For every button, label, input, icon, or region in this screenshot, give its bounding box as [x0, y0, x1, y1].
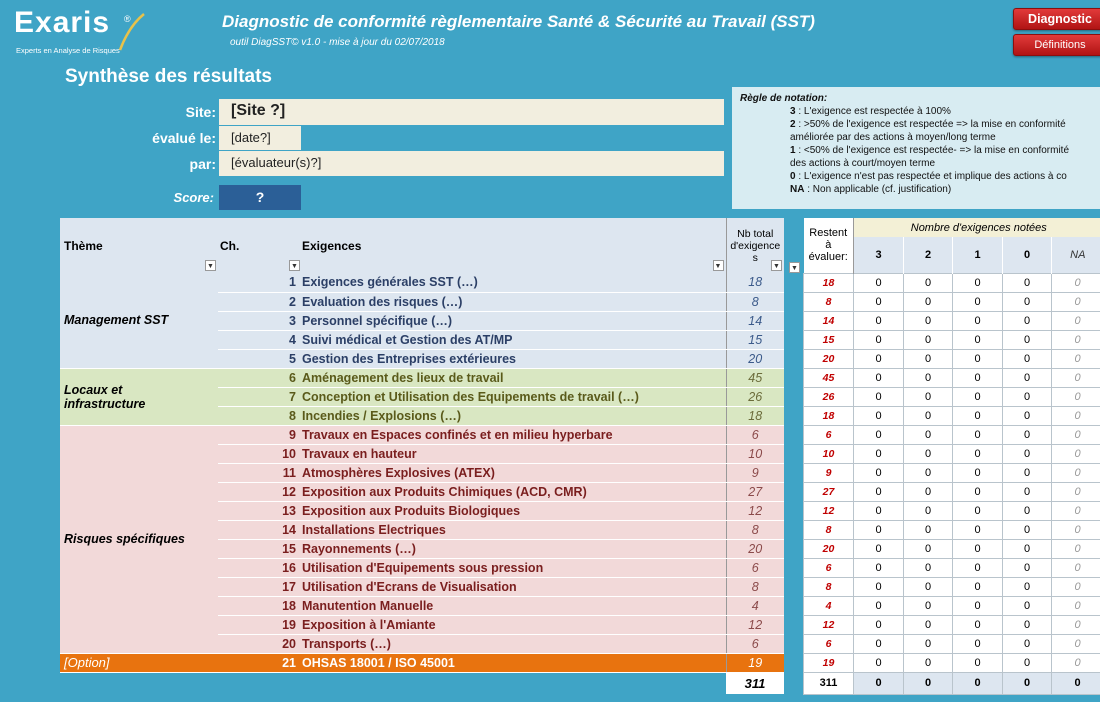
total-score-v2: 0 — [904, 672, 953, 694]
score-count-na: 0 — [1052, 292, 1100, 311]
requirement-label[interactable]: Personnel spécifique (…) — [302, 311, 726, 330]
score-count-v3: 0 — [854, 273, 904, 292]
score-count-na: 0 — [1052, 539, 1100, 558]
score-count-v2: 0 — [904, 444, 953, 463]
remaining-count: 10 — [804, 444, 854, 463]
exaris-logo — [14, 6, 154, 60]
remaining-count: 6 — [804, 558, 854, 577]
remaining-count: 15 — [804, 330, 854, 349]
remaining-count: 20 — [804, 539, 854, 558]
requirement-label[interactable]: Suivi médical et Gestion des AT/MP — [302, 330, 726, 349]
scores-row — [804, 292, 1100, 311]
table-row — [60, 368, 784, 387]
score-count-v0: 0 — [1003, 558, 1052, 577]
requirement-count: 8 — [726, 520, 784, 539]
score-count-v0: 0 — [1003, 596, 1052, 615]
requirement-label[interactable]: Conception et Utilisation des Equipements de travail (…) — [302, 387, 726, 406]
remaining-count: 18 — [804, 273, 854, 292]
score-label: Score: — [173, 190, 214, 205]
score-count-v3: 0 — [854, 577, 904, 596]
score-count-v0: 0 — [1003, 330, 1052, 349]
score-count-v1: 0 — [953, 292, 1003, 311]
date-field[interactable]: [date?] — [219, 126, 301, 150]
requirement-count: 18 — [726, 406, 784, 425]
score-count-v1: 0 — [953, 653, 1003, 672]
requirement-label[interactable]: Exigences générales SST (…) — [302, 273, 726, 292]
page-title: Synthèse des résultats — [65, 66, 272, 87]
score-count-v2: 0 — [904, 463, 953, 482]
col-header-theme: Thème ▼ — [60, 218, 218, 273]
score-count-v3: 0 — [854, 311, 904, 330]
score-count-v0: 0 — [1003, 634, 1052, 653]
score-count-na: 0 — [1052, 368, 1100, 387]
requirement-label[interactable]: Travaux en hauteur — [302, 444, 726, 463]
score-count-v2: 0 — [904, 539, 953, 558]
chapter-number: 1 — [218, 273, 302, 292]
theme-option: [Option] — [60, 653, 218, 672]
filter-dropdown-icon[interactable]: ▼ — [713, 260, 724, 271]
chapter-number: 13 — [218, 501, 302, 520]
chapter-number: 15 — [218, 539, 302, 558]
remaining-count: 19 — [804, 653, 854, 672]
score-count-v2: 0 — [904, 330, 953, 349]
score-count-v1: 0 — [953, 615, 1003, 634]
score-count-v3: 0 — [854, 406, 904, 425]
requirement-count: 6 — [726, 425, 784, 444]
score-count-v2: 0 — [904, 425, 953, 444]
app-subtitle: outil DiagSST© v1.0 - mise à jour du 02/07/2018 — [230, 37, 445, 48]
scores-row — [804, 406, 1100, 425]
score-count-v3: 0 — [854, 520, 904, 539]
rule-2-continued: améliorée par des actions à moyen/long terme — [790, 132, 996, 143]
score-count-v0: 0 — [1003, 368, 1052, 387]
chapter-number: 16 — [218, 558, 302, 577]
requirement-count: 6 — [726, 634, 784, 653]
score-count-v1: 0 — [953, 577, 1003, 596]
date-label: évalué le: — [152, 130, 216, 146]
scores-row — [804, 501, 1100, 520]
requirement-label[interactable]: Atmosphères Explosives (ATEX) — [302, 463, 726, 482]
remaining-count: 6 — [804, 634, 854, 653]
chapter-number: 17 — [218, 577, 302, 596]
score-count-v2: 0 — [904, 311, 953, 330]
scores-row — [804, 444, 1100, 463]
scores-row — [804, 368, 1100, 387]
scores-row — [804, 387, 1100, 406]
scores-row — [804, 520, 1100, 539]
chapter-number: 12 — [218, 482, 302, 501]
app-title: Diagnostic de conformité règlementaire Santé & Sécurité au Travail (SST) — [222, 12, 815, 31]
score-count-na: 0 — [1052, 330, 1100, 349]
score-value: ? — [219, 185, 301, 210]
chapter-number: 18 — [218, 596, 302, 615]
table-row — [60, 425, 784, 444]
score-count-na: 0 — [1052, 501, 1100, 520]
score-count-v1: 0 — [953, 330, 1003, 349]
score-count-v0: 0 — [1003, 425, 1052, 444]
score-count-v2: 0 — [904, 520, 953, 539]
scores-row — [804, 463, 1100, 482]
score-count-v0: 0 — [1003, 444, 1052, 463]
col-header-score-na: NA — [1052, 237, 1100, 273]
evaluator-label: par: — [189, 156, 216, 172]
score-count-v0: 0 — [1003, 387, 1052, 406]
requirement-label[interactable]: Evaluation des risques (…) — [302, 292, 726, 311]
requirement-label[interactable]: Exposition à l'Amiante — [302, 615, 726, 634]
score-count-v0: 0 — [1003, 311, 1052, 330]
total-requirements: 311 — [726, 672, 784, 694]
score-count-v1: 0 — [953, 596, 1003, 615]
remaining-count: 26 — [804, 387, 854, 406]
score-count-v3: 0 — [854, 558, 904, 577]
score-count-v2: 0 — [904, 634, 953, 653]
requirement-count: 19 — [726, 653, 784, 672]
score-count-v3: 0 — [854, 292, 904, 311]
score-count-na: 0 — [1052, 520, 1100, 539]
score-count-na: 0 — [1052, 463, 1100, 482]
requirement-label[interactable]: Installations Electriques — [302, 520, 726, 539]
site-label: Site: — [185, 104, 216, 120]
score-count-na: 0 — [1052, 482, 1100, 501]
score-count-v0: 0 — [1003, 653, 1052, 672]
score-count-na: 0 — [1052, 558, 1100, 577]
requirement-count: 45 — [726, 368, 784, 387]
score-count-v2: 0 — [904, 501, 953, 520]
score-count-v1: 0 — [953, 482, 1003, 501]
remaining-count: 27 — [804, 482, 854, 501]
rules-title: Règle de notation: — [740, 93, 828, 104]
total-remaining: 311 — [804, 672, 854, 694]
requirement-count: 20 — [726, 539, 784, 558]
score-count-v3: 0 — [854, 349, 904, 368]
requirement-label[interactable]: Utilisation d'Ecrans de Visualisation — [302, 577, 726, 596]
scores-row — [804, 482, 1100, 501]
remaining-count: 8 — [804, 292, 854, 311]
chapter-number: 19 — [218, 615, 302, 634]
requirement-label[interactable]: Rayonnements (…) — [302, 539, 726, 558]
score-count-v2: 0 — [904, 406, 953, 425]
requirement-label[interactable]: Exposition aux Produits Chimiques (ACD, CMR) — [302, 482, 726, 501]
rule-na: NA : Non applicable (cf. justification) — [790, 184, 952, 195]
remaining-count: 9 — [804, 463, 854, 482]
requirement-count: 8 — [726, 577, 784, 596]
score-count-v3: 0 — [854, 539, 904, 558]
remaining-count: 8 — [804, 520, 854, 539]
requirement-label[interactable]: Utilisation d'Equipements sous pression — [302, 558, 726, 577]
filter-dropdown-icon[interactable]: ▼ — [771, 260, 782, 271]
col-header-ch: Ch. ▼ — [218, 218, 302, 273]
score-count-v1: 0 — [953, 634, 1003, 653]
scores-row — [804, 349, 1100, 368]
score-count-v2: 0 — [904, 653, 953, 672]
requirement-count: 4 — [726, 596, 784, 615]
scores-row — [804, 558, 1100, 577]
requirement-label[interactable]: Aménagement des lieux de travail — [302, 368, 726, 387]
rule-3: 3 : L'exigence est respectée à 100% — [790, 106, 951, 117]
table-row — [60, 273, 784, 292]
remaining-count: 6 — [804, 425, 854, 444]
theme-management-sst: Management SST — [60, 273, 218, 368]
score-count-v2: 0 — [904, 482, 953, 501]
score-count-v1: 0 — [953, 368, 1003, 387]
col-header-score-1: 1 — [953, 237, 1003, 273]
rule-0: 0 : L'exigence n'est pas respectée et implique des actions à co — [790, 171, 1067, 182]
requirement-count: 6 — [726, 558, 784, 577]
chapter-number: 4 — [218, 330, 302, 349]
score-count-v1: 0 — [953, 311, 1003, 330]
chapter-number: 3 — [218, 311, 302, 330]
logo-registered-mark: ® — [124, 14, 131, 24]
score-count-v3: 0 — [854, 368, 904, 387]
theme-locaux-infrastructure: Locaux et infrastructure — [60, 368, 218, 425]
score-count-na: 0 — [1052, 615, 1100, 634]
requirement-count: 14 — [726, 311, 784, 330]
filter-dropdown-icon[interactable]: ▼ — [205, 260, 216, 271]
score-count-na: 0 — [1052, 653, 1100, 672]
scores-row — [804, 653, 1100, 672]
table-row — [60, 653, 784, 672]
score-count-v2: 0 — [904, 577, 953, 596]
logo-wordmark: Exaris — [14, 6, 111, 39]
score-count-v0: 0 — [1003, 501, 1052, 520]
filter-dropdown-icon[interactable]: ▼ — [789, 262, 800, 273]
requirement-label[interactable]: Gestion des Entreprises extérieures — [302, 349, 726, 368]
requirement-label[interactable]: OHSAS 18001 / ISO 45001 — [302, 653, 726, 672]
scores-total-row — [804, 672, 1100, 694]
rule-2: 2 : >50% de l'exigence est respectée => la mise en conformité — [790, 119, 1066, 130]
requirement-count: 20 — [726, 349, 784, 368]
score-count-v0: 0 — [1003, 406, 1052, 425]
requirement-count: 26 — [726, 387, 784, 406]
scores-row — [804, 311, 1100, 330]
remaining-count: 12 — [804, 501, 854, 520]
scores-row — [804, 539, 1100, 558]
score-count-v2: 0 — [904, 368, 953, 387]
remaining-count: 18 — [804, 406, 854, 425]
score-count-v3: 0 — [854, 425, 904, 444]
score-count-v1: 0 — [953, 387, 1003, 406]
score-count-na: 0 — [1052, 634, 1100, 653]
remaining-count: 12 — [804, 615, 854, 634]
requirement-count: 18 — [726, 273, 784, 292]
score-count-v1: 0 — [953, 520, 1003, 539]
rule-1: 1 : <50% de l'exigence est respectée- => la mise en conformité — [790, 145, 1070, 156]
total-row — [60, 672, 784, 694]
score-count-v3: 0 — [854, 653, 904, 672]
logo-tagline: Experts en Analyse de Risques — [16, 46, 120, 55]
requirement-label[interactable]: Exposition aux Produits Biologiques — [302, 501, 726, 520]
score-count-v0: 0 — [1003, 349, 1052, 368]
requirement-label[interactable]: Transports (…) — [302, 634, 726, 653]
score-count-v2: 0 — [904, 273, 953, 292]
requirement-count: 12 — [726, 501, 784, 520]
col-header-score-0: 0 — [1003, 237, 1052, 273]
score-count-na: 0 — [1052, 596, 1100, 615]
scores-row — [804, 634, 1100, 653]
score-count-v1: 0 — [953, 558, 1003, 577]
chapter-number: 8 — [218, 406, 302, 425]
total-score-na: 0 — [1052, 672, 1100, 694]
total-score-v3: 0 — [854, 672, 904, 694]
col-header-remaining: Restent à évaluer: — [804, 218, 854, 273]
score-count-v1: 0 — [953, 539, 1003, 558]
rule-1-continued: des actions à court/moyen terme — [790, 158, 936, 169]
table-header-row — [60, 218, 784, 273]
score-count-v3: 0 — [854, 634, 904, 653]
remaining-count: 45 — [804, 368, 854, 387]
requirement-label[interactable]: Incendies / Explosions (…) — [302, 406, 726, 425]
scores-row — [804, 577, 1100, 596]
scores-row — [804, 615, 1100, 634]
score-count-v3: 0 — [854, 330, 904, 349]
score-count-v0: 0 — [1003, 539, 1052, 558]
score-count-v0: 0 — [1003, 482, 1052, 501]
score-count-v3: 0 — [854, 444, 904, 463]
score-count-v0: 0 — [1003, 615, 1052, 634]
score-count-v2: 0 — [904, 349, 953, 368]
score-count-v2: 0 — [904, 558, 953, 577]
score-count-v0: 0 — [1003, 292, 1052, 311]
col-header-score-2: 2 — [904, 237, 953, 273]
score-count-v3: 0 — [854, 463, 904, 482]
requirements-table — [60, 218, 784, 694]
score-count-v3: 0 — [854, 615, 904, 634]
col-header-scored-count: Nombre d'exigences notées — [854, 218, 1100, 237]
chapter-number: 6 — [218, 368, 302, 387]
score-count-v1: 0 — [953, 406, 1003, 425]
theme-risques-specifiques: Risques spécifiques — [60, 425, 218, 653]
score-count-v3: 0 — [854, 501, 904, 520]
chapter-number: 5 — [218, 349, 302, 368]
col-header-score-3: 3 — [854, 237, 904, 273]
scoring-rules-panel — [732, 87, 1100, 209]
score-count-na: 0 — [1052, 444, 1100, 463]
score-count-v1: 0 — [953, 501, 1003, 520]
requirement-count: 12 — [726, 615, 784, 634]
requirement-count: 9 — [726, 463, 784, 482]
score-count-v0: 0 — [1003, 273, 1052, 292]
score-count-na: 0 — [1052, 349, 1100, 368]
remaining-count: 14 — [804, 311, 854, 330]
remaining-count: 4 — [804, 596, 854, 615]
requirement-count: 27 — [726, 482, 784, 501]
remaining-count: 20 — [804, 349, 854, 368]
score-count-v2: 0 — [904, 615, 953, 634]
requirement-count: 8 — [726, 292, 784, 311]
score-count-v2: 0 — [904, 596, 953, 615]
scores-row — [804, 425, 1100, 444]
requirement-label[interactable]: Travaux en Espaces confinés et en milieu hyperbare — [302, 425, 726, 444]
score-count-v0: 0 — [1003, 520, 1052, 539]
score-count-v1: 0 — [953, 463, 1003, 482]
score-count-na: 0 — [1052, 406, 1100, 425]
scores-row — [804, 273, 1100, 292]
scores-row — [804, 596, 1100, 615]
requirement-count: 15 — [726, 330, 784, 349]
score-count-na: 0 — [1052, 577, 1100, 596]
chapter-number: 10 — [218, 444, 302, 463]
scores-row — [804, 330, 1100, 349]
diagnostic-button[interactable]: Diagnostic — [1013, 8, 1100, 30]
score-count-v3: 0 — [854, 596, 904, 615]
remaining-count: 8 — [804, 577, 854, 596]
score-count-na: 0 — [1052, 273, 1100, 292]
score-count-v1: 0 — [953, 425, 1003, 444]
score-count-na: 0 — [1052, 311, 1100, 330]
score-count-v0: 0 — [1003, 463, 1052, 482]
score-count-v3: 0 — [854, 482, 904, 501]
score-count-v1: 0 — [953, 349, 1003, 368]
chapter-number: 11 — [218, 463, 302, 482]
chapter-number: 9 — [218, 425, 302, 444]
requirement-count: 10 — [726, 444, 784, 463]
chapter-number: 7 — [218, 387, 302, 406]
total-score-v1: 0 — [953, 672, 1003, 694]
requirement-label[interactable]: Manutention Manuelle — [302, 596, 726, 615]
scores-table — [803, 218, 1100, 695]
score-count-na: 0 — [1052, 425, 1100, 444]
score-count-v1: 0 — [953, 444, 1003, 463]
score-count-v2: 0 — [904, 387, 953, 406]
total-score-v0: 0 — [1003, 672, 1052, 694]
chapter-number: 14 — [218, 520, 302, 539]
score-count-na: 0 — [1052, 387, 1100, 406]
chapter-number: 2 — [218, 292, 302, 311]
evaluator-field[interactable]: [évaluateur(s)?] — [219, 151, 724, 176]
filter-dropdown-icon[interactable]: ▼ — [289, 260, 300, 271]
chapter-number: 21 — [218, 653, 302, 672]
site-field[interactable]: [Site ?] — [219, 99, 724, 125]
scores-header-row — [804, 218, 1100, 237]
score-count-v0: 0 — [1003, 577, 1052, 596]
score-count-v1: 0 — [953, 273, 1003, 292]
chapter-number: 20 — [218, 634, 302, 653]
col-header-nb-total: Nb total d'exigence s ▼ — [726, 218, 784, 273]
score-count-v2: 0 — [904, 292, 953, 311]
score-count-v3: 0 — [854, 387, 904, 406]
col-header-exigences: Exigences ▼ — [302, 218, 726, 273]
definitions-button[interactable]: Définitions — [1013, 34, 1100, 56]
